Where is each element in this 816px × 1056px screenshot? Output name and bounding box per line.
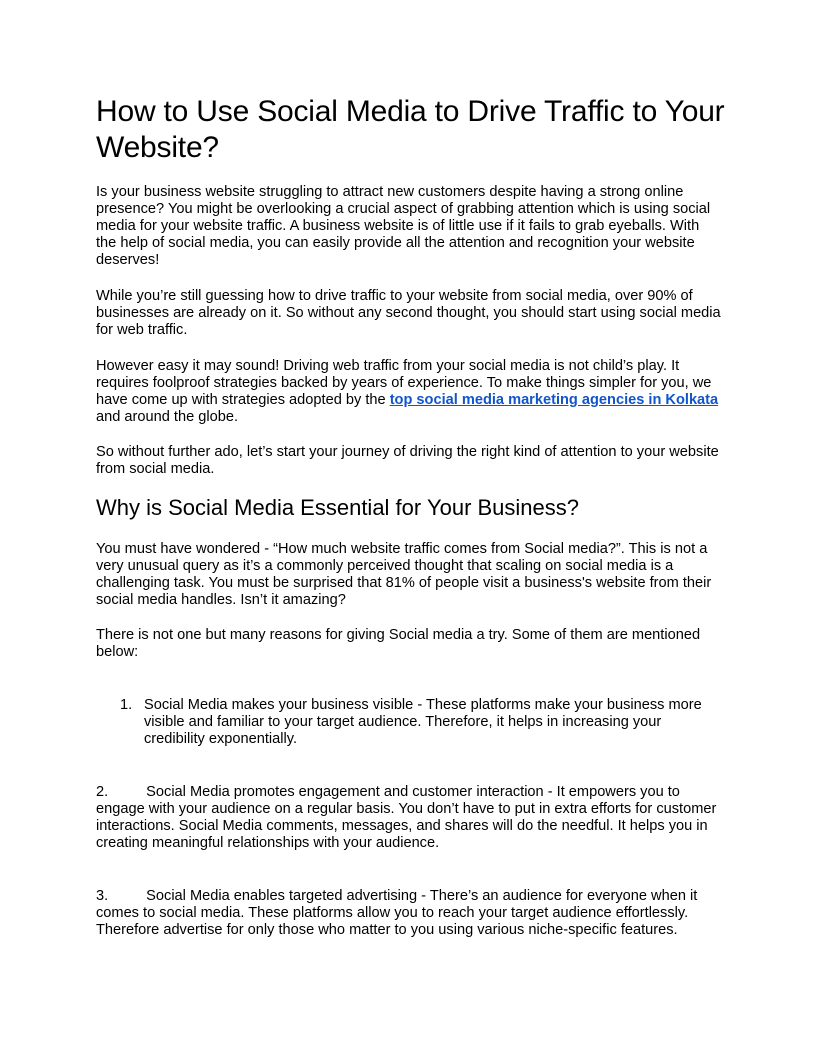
page-title: How to Use Social Media to Drive Traffic to Your Website?: [96, 95, 725, 164]
list-item-text: Social Media enables targeted advertising - There’s an audience for everyone when it comes to social media. These platforms allow you to reach your target audience effortlessly. Therefore advertise for only those who matter to you using various niche-specific features.: [96, 888, 698, 938]
intro-paragraph-4: So without further ado, let’s start your journey of driving the right kind of attention to your website from social media.: [96, 444, 719, 477]
section-paragraph-2: There is not one but many reasons for giving Social media a try. Some of them are mentioned below:: [96, 627, 701, 660]
list-item-text: Social Media makes your business visible - These platforms make your business more visible and familiar to your target audience. Therefore, it helps in increasing your credibility exponentially.: [144, 697, 702, 747]
list-item-number: 3.: [96, 888, 109, 904]
list-item-2: [96, 784, 721, 852]
intro-paragraph-2: While you’re still guessing how to drive traffic to your website from social media, over 90% of businesses are already on it. So without any second thought, you should start using social media for web traffic.: [96, 288, 721, 338]
intro-paragraph-3-start: However easy it may sound! Driving web traffic from your social media is not child’s play. It requires foolproof strategies backed by years of experience. To make things simpler for you, we have come up with strategies adopted by the: [96, 358, 712, 408]
section-heading: Why is Social Media Essential for Your Business?: [96, 495, 580, 520]
intro-paragraph-3: [96, 358, 721, 426]
list-item-number: 1.: [120, 697, 133, 713]
intro-paragraph-3-end: and around the globe.: [96, 409, 239, 425]
list-item-text: Social Media promotes engagement and customer interaction - It empowers you to engage with your audience on a regular basis. You don’t have to put in extra efforts for customer interactions. Social Media comments, messages, and shares will do the needful. It helps you in creating meaningful relationships with your audience.: [96, 784, 717, 851]
agencies-link[interactable]: top social media marketing agencies in Kolkata: [389, 392, 719, 408]
section-paragraph-1: You must have wondered - “How much website traffic comes from Social media?”. This is not a very unusual query as it’s a commonly perceived thought that scaling on social media is a challenging task. You must be surprised that 81% of people visit a business's website from their social media handles. Isn’t it amazing?: [96, 541, 712, 608]
intro-paragraph-1: Is your business website struggling to attract new customers despite having a strong online presence? You might be overlooking a crucial aspect of grabbing attention which is using social media for your website traffic. A business website is of little use if it fails to grab eyeballs. With the help of social media, you can easily provide all the attention and recognition your website deserves!: [96, 184, 711, 268]
list-item-3: [96, 888, 721, 939]
list-item-number: 2.: [96, 784, 109, 800]
